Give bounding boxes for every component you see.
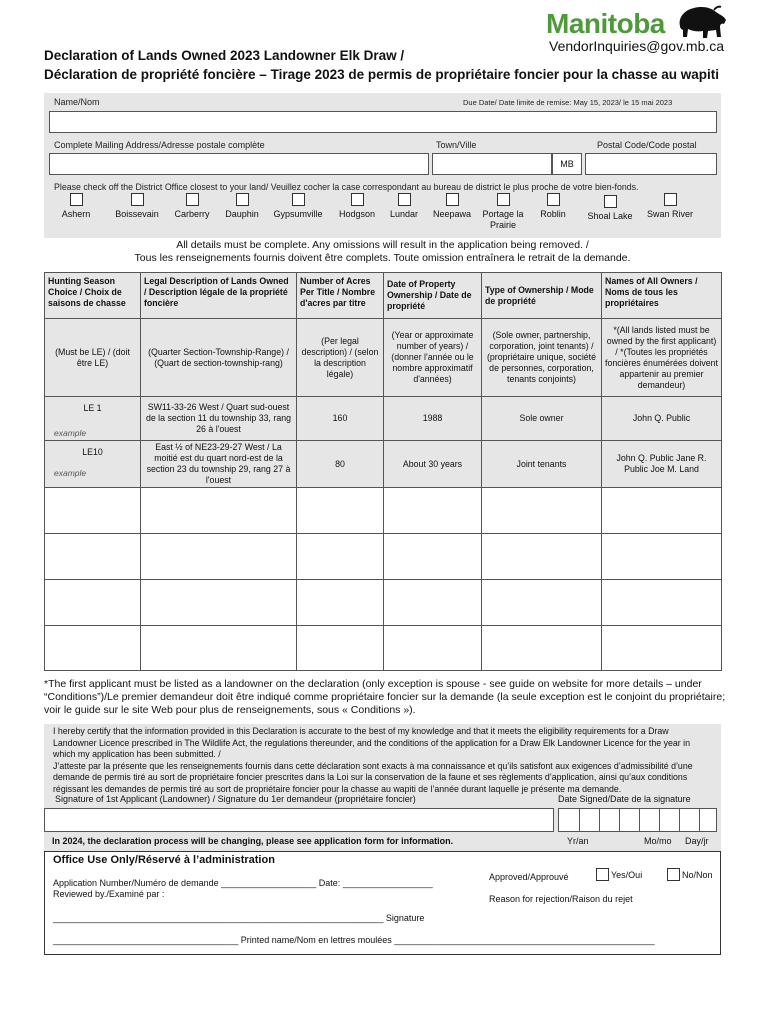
office-roblin[interactable]: Roblin <box>534 193 572 220</box>
office-dauphin[interactable]: Dauphin <box>220 193 264 220</box>
example-season-cell: LE10 example <box>45 441 141 488</box>
sub-owners: *(All lands listed must be owned by the first applicant) / *(Toutes les propriétés foncières énumérées doivent appartenir au premier demandeur) <box>602 319 722 397</box>
office-portage-la-prairie[interactable]: Portage la Prairie <box>480 193 526 231</box>
month-label: Mo/mo <box>644 836 672 846</box>
approved-no[interactable]: No/Non <box>667 868 713 881</box>
header-acres: Number of Acres Per Title / Nombre d'acres par titre <box>297 273 384 319</box>
date-signed-field[interactable] <box>558 808 717 832</box>
first-applicant-footnote: *The first applicant must be listed as a landowner on the declaration (only exception is spouse - see guide on website for more details – under “Conditions”)/Le premier demandeur doit être indiqué comme propriétaire foncier sur la demande (la seule exception est le conjoint du propriétaire; voir le guide sur le site Web pour plus de renseignements, sous « Conditions »). <box>44 678 726 716</box>
table-subheader-row <box>45 319 722 397</box>
sub-acres: (Per legal description) / (selon la description légale) <box>297 319 384 397</box>
example-legal-cell: East ½ of NE23-29-27 West / La moitié est du quart nord-est de la section 23 du township 29, rang 27 à l'ouest <box>141 441 297 488</box>
example-label: example <box>54 428 87 438</box>
town-field[interactable] <box>432 153 552 175</box>
example-season-cell: LE 1 example <box>45 397 141 441</box>
example-acres-cell: 80 <box>297 441 384 488</box>
acres-input[interactable] <box>297 580 384 626</box>
sub-date: (Year or approximate number of years) / (donner l'année ou le nombre approximatif d'années) <box>384 319 482 397</box>
office-checkbox[interactable] <box>446 193 459 206</box>
certification-text-en: I hereby certify that the information provided in this Declaration is accurate to the best of my knowledge and that it meets the eligibility requirements for a Draw Landowner Licence prescribed in The Wildlife Act, the regulations thereunder, and the conditions of the application for a Draw Elk Landowner Licence for the year in which my application has been submitted. / <box>53 726 691 760</box>
legal-input[interactable] <box>141 534 297 580</box>
table-row <box>45 626 722 671</box>
example-type-cell: Joint tenants <box>482 441 602 488</box>
sub-legal: (Quarter Section-Township-Range) / (Quart de section-township-rang) <box>141 319 297 397</box>
approved-label: Approved/Approuvé <box>489 872 569 882</box>
acres-input[interactable] <box>297 626 384 671</box>
header-legal: Legal Description of Lands Owned / Description légale de la propriété foncière <box>141 273 297 319</box>
district-instruction: Please check off the District Office closest to your land/ Veuillez cocher la case correspondant au bureau de district le plus proche de votre bien-fonds. <box>54 182 639 192</box>
rejection-reason-label: Reason for rejection/Raison du rejet <box>489 894 633 904</box>
signature-field[interactable] <box>44 808 554 832</box>
postal-code-field[interactable] <box>585 153 717 175</box>
office-swan-river[interactable]: Swan River <box>644 193 696 220</box>
no-checkbox[interactable] <box>667 868 680 881</box>
office-checkbox[interactable] <box>497 193 510 206</box>
example-owners-cell: John Q. Public <box>602 397 722 441</box>
date-input[interactable] <box>384 488 482 534</box>
office-neepawa[interactable]: Neepawa <box>428 193 476 220</box>
example-date-cell: About 30 years <box>384 441 482 488</box>
table-row <box>45 397 722 441</box>
season-input[interactable] <box>45 534 141 580</box>
office-shoal-lake[interactable]: Shoal Lake <box>584 193 636 222</box>
example-date-cell: 1988 <box>384 397 482 441</box>
sub-type: (Sole owner, partnership, corporation, joint tenants) / (propriétaire unique, société de personnes, corporation, tenants conjoints) <box>482 319 602 397</box>
office-boissevain[interactable]: Boissevain <box>112 193 162 220</box>
office-use-title: Office Use Only/Réservé à l’administration <box>53 854 275 866</box>
office-checkbox[interactable] <box>292 193 305 206</box>
office-checkbox[interactable] <box>604 195 617 208</box>
certification-section <box>44 724 721 852</box>
signature-label: Signature of 1st Applicant (Landowner) / Signature du 1er demandeur (propriétaire foncier) <box>55 794 416 804</box>
season-input[interactable] <box>45 580 141 626</box>
office-checkbox[interactable] <box>351 193 364 206</box>
type-input[interactable] <box>482 534 602 580</box>
notice-en: All details must be complete. Any omissions will result in the application being removed. / <box>176 239 589 251</box>
header-date: Date of Property Ownership / Date de propriété <box>384 273 482 319</box>
owners-input[interactable] <box>602 580 722 626</box>
office-use-section <box>44 851 721 955</box>
office-checkbox[interactable] <box>70 193 83 206</box>
office-checkbox[interactable] <box>186 193 199 206</box>
example-acres-cell: 160 <box>297 397 384 441</box>
season-input[interactable] <box>45 488 141 534</box>
office-ashern[interactable]: Ashern <box>56 193 96 220</box>
date-input[interactable] <box>384 580 482 626</box>
owners-input[interactable] <box>602 626 722 671</box>
office-gypsumville[interactable]: Gypsumville <box>270 193 326 220</box>
office-hodgson[interactable]: Hodgson <box>334 193 380 220</box>
day-label: Day/jr <box>685 836 709 846</box>
address-label: Complete Mailing Address/Adresse postale complète <box>54 140 265 150</box>
type-input[interactable] <box>482 488 602 534</box>
type-input[interactable] <box>482 626 602 671</box>
note-2024: In 2024, the declaration process will be changing, please see application form for information. <box>52 836 454 846</box>
address-field[interactable] <box>49 153 429 175</box>
province-field: MB <box>552 153 582 175</box>
signature-line: __________________________________________________________________ Signature <box>53 913 425 923</box>
year-label: Yr/an <box>567 836 589 846</box>
logo-wordmark: Manitoba <box>546 8 665 39</box>
date-input[interactable] <box>384 534 482 580</box>
sub-season: (Must be LE) / (doit être LE) <box>45 319 141 397</box>
name-label: Name/Nom <box>54 97 100 107</box>
table-row <box>45 441 722 488</box>
legal-input[interactable] <box>141 488 297 534</box>
office-checkbox[interactable] <box>236 193 249 206</box>
office-checkbox[interactable] <box>131 193 144 206</box>
due-date: Due Date/ Date limite de remise: May 15, 2023/ le 15 mai 2023 <box>463 98 673 107</box>
table-row <box>45 580 722 626</box>
printed-name-line: _____________________________________ Printed name/Nom en lettres moulées ____________________________________________________ <box>53 935 655 945</box>
bison-icon <box>674 4 728 42</box>
lands-table <box>44 272 722 671</box>
notice-fr: Tous les renseignements fournis doivent être complets. Toute omission entraînera le retrait de la demande. <box>134 252 631 264</box>
example-label: example <box>54 468 87 478</box>
header-owners: Names of All Owners / Noms de tous les propriétaires <box>602 273 722 319</box>
date-input[interactable] <box>384 626 482 671</box>
legal-input[interactable] <box>141 626 297 671</box>
town-label: Town/Ville <box>436 140 477 150</box>
owners-input[interactable] <box>602 534 722 580</box>
example-owners-cell: John Q. Public Jane R. Public Joe M. Land <box>602 441 722 488</box>
table-row <box>45 534 722 580</box>
completeness-notice <box>44 239 721 265</box>
acres-input[interactable] <box>297 534 384 580</box>
office-checkbox[interactable] <box>547 193 560 206</box>
district-office-list <box>56 193 706 238</box>
type-input[interactable] <box>482 580 602 626</box>
office-carberry[interactable]: Carberry <box>170 193 214 220</box>
name-field[interactable] <box>49 111 717 133</box>
postal-label: Postal Code/Code postal <box>597 140 697 150</box>
application-number-line: Application Number/Numéro de demande ___________________ Date: __________________ <box>53 878 433 888</box>
legal-input[interactable] <box>141 580 297 626</box>
certification-text-fr: J’atteste par la présente que les renseignements fournis dans cette déclaration sont exacts à ma connaissance et qu’ils satisfont aux exigences d’admissibilité d’une demande de permis tiré au sort de propriétaire foncier prescrites dans la Loi sur la conservation de la faune et ses règlements d’application, ainsi qu’aux conditions régissant les demandes de permis tiré au sort de propriétaire foncier pour la chasse au wapiti de l’année durant laquelle je présente ma demande. <box>53 760 693 794</box>
approved-yes[interactable]: Yes/Oui <box>596 868 642 881</box>
reviewed-by-label: Reviewed by./Examiné par : <box>53 889 165 899</box>
yes-checkbox[interactable] <box>596 868 609 881</box>
acres-input[interactable] <box>297 488 384 534</box>
date-signed-label: Date Signed/Date de la signature <box>558 794 691 804</box>
office-checkbox[interactable] <box>398 193 411 206</box>
season-input[interactable] <box>45 626 141 671</box>
form-title <box>44 46 719 84</box>
table-header-row <box>45 273 722 319</box>
header-type: Type of Ownership / Mode de propriété <box>482 273 602 319</box>
office-checkbox[interactable] <box>664 193 677 206</box>
example-type-cell: Sole owner <box>482 397 602 441</box>
office-lundar[interactable]: Lundar <box>386 193 422 220</box>
owners-input[interactable] <box>602 488 722 534</box>
vendor-email: VendorInquiries@gov.mb.ca <box>549 38 725 54</box>
header-season: Hunting Season Choice / Choix de saisons de chasse <box>45 273 141 319</box>
form-title-fr: Déclaration de propriété foncière – Tirage 2023 de permis de propriétaire foncier pour la chasse au wapiti <box>44 67 719 82</box>
table-row <box>45 488 722 534</box>
form-title-en: Declaration of Lands Owned 2023 Landowner Elk Draw / <box>44 48 405 63</box>
example-legal-cell: SW11-33-26 West / Quart sud-ouest de la section 11 du township 33, rang 26 à l'ouest <box>141 397 297 441</box>
